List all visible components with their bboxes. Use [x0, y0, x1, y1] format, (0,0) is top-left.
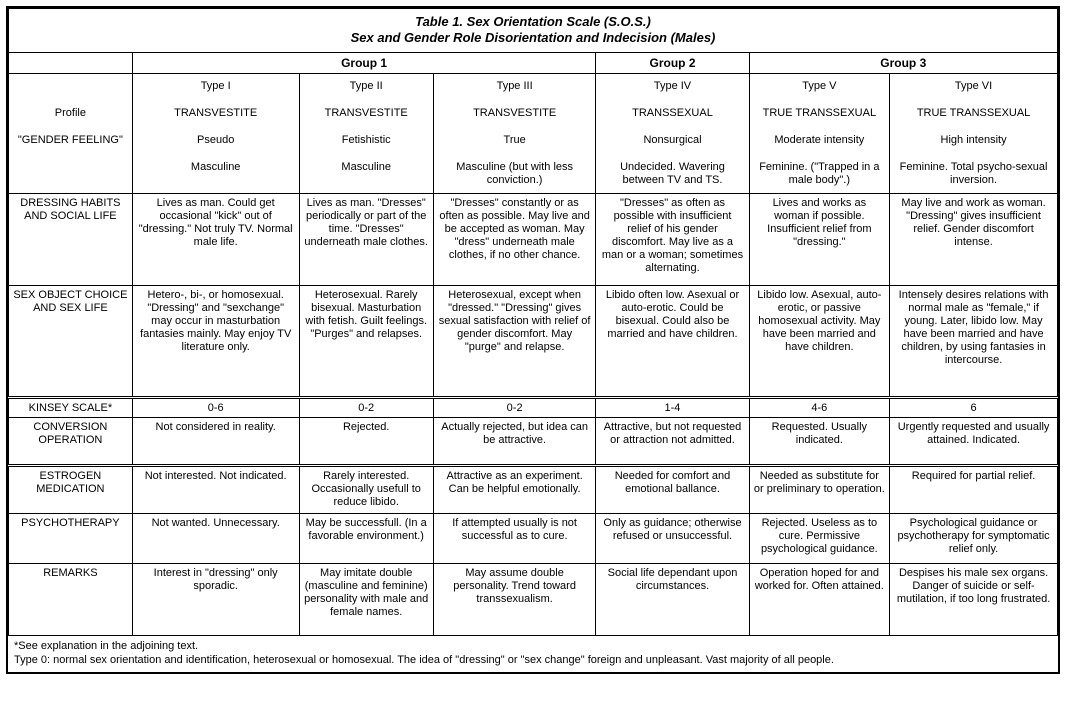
- table-cell: Not considered in reality.: [132, 418, 299, 466]
- table-cell: Urgently requested and usually attained. Indicated.: [890, 418, 1058, 466]
- type-subtype: Moderate intensity: [774, 134, 865, 146]
- table-row-sex-object-choice: [9, 286, 1058, 398]
- table-cell: 6: [890, 398, 1058, 418]
- type-feeling: Masculine (but with less conviction.): [456, 161, 574, 186]
- title-row: [9, 9, 1058, 53]
- type-subtype: Fetishistic: [341, 134, 391, 146]
- table-row-dressing-habits: [9, 194, 1058, 286]
- row-label: SEX OBJECT CHOICE AND SEX LIFE: [9, 286, 133, 398]
- table-title-line2: Sex and Gender Role Disorientation and Indecision (Males): [350, 30, 716, 45]
- type-name: Type I: [200, 80, 231, 92]
- table-cell: Operation hoped for and worked for. Often attained.: [749, 564, 890, 636]
- type-category: TRANSVESTITE: [324, 107, 408, 119]
- table-row-remarks: [9, 564, 1058, 636]
- type-subtype: Pseudo: [197, 134, 235, 146]
- footnote-type-0: Type 0: normal sex orientation and identification, heterosexual or homosexual. The idea of "dressing" or "sex change" foreign and unpleasant. Vast majority of all people.: [14, 654, 834, 666]
- table-cell: Not wanted. Unnecessary.: [132, 514, 299, 564]
- table-title-line1: Table 1. Sex Orientation Scale (S.O.S.): [415, 14, 651, 29]
- type-category: TRANSSEXUAL: [632, 107, 713, 119]
- table-cell: 1-4: [596, 398, 749, 418]
- type-category: TRANSVESTITE: [174, 107, 258, 119]
- table-cell: Intensely desires relations with normal male as "female," if young. Later, libido low. May have been married and have children, by using fantasies in intercourse.: [890, 286, 1058, 398]
- table-cell: Rejected.: [299, 418, 433, 466]
- spacer: [13, 80, 128, 107]
- table-cell: Social life dependant upon circumstances.: [596, 564, 749, 636]
- type-iv-header-cell: [596, 74, 749, 194]
- table-cell: Only as guidance; otherwise refused or unsuccessful.: [596, 514, 749, 564]
- sos-table: [8, 8, 1058, 636]
- table-cell: 0-2: [433, 398, 596, 418]
- group-3-header: Group 3: [749, 53, 1057, 74]
- table-cell: Despises his male sex organs. Danger of suicide or self-mutilation, if too long frustrated.: [890, 564, 1058, 636]
- type-iii-header-cell: [433, 74, 596, 194]
- table-cell: 0-2: [299, 398, 433, 418]
- type-v-header-cell: [749, 74, 890, 194]
- row-label: ESTROGEN MEDICATION: [9, 466, 133, 514]
- row-label: PSYCHOTHERAPY: [9, 514, 133, 564]
- table-cell: Heterosexual. Rarely bisexual. Masturbation with fetish. Guilt feelings. "Purges" and relapses.: [299, 286, 433, 398]
- table-cell: Psychological guidance or psychotherapy for symptomatic relief only.: [890, 514, 1058, 564]
- table-cell: Lives and works as woman if possible. Insufficient relief from "dressing.": [749, 194, 890, 286]
- table-cell: If attempted usually is not successful as to cure.: [433, 514, 596, 564]
- group-header-empty-cell: [9, 53, 133, 74]
- group-2-header: Group 2: [596, 53, 749, 74]
- table-cell: Needed for comfort and emotional ballance.: [596, 466, 749, 514]
- table-cell: Needed as substitute for or preliminary to operation.: [749, 466, 890, 514]
- table-row-conversion-operation: [9, 418, 1058, 466]
- table-cell: Lives as man. "Dresses" periodically or part of the time. "Dresses" underneath male clothes.: [299, 194, 433, 286]
- table-cell: May be successfull. (In a favorable environment.): [299, 514, 433, 564]
- type-feeling: Feminine. Total psycho-sexual inversion.: [899, 161, 1048, 186]
- table-cell: Attractive as an experiment. Can be helpful emotionally.: [433, 466, 596, 514]
- table-cell: Interest in "dressing" only sporadic.: [132, 564, 299, 636]
- table-cell: Rejected. Useless as to cure. Permissive psychological guidance.: [749, 514, 890, 564]
- type-name: Type III: [496, 80, 533, 92]
- type-ii-header-cell: [299, 74, 433, 194]
- table-cell: Attractive, but not requested or attraction not admitted.: [596, 418, 749, 466]
- table-cell: 0-6: [132, 398, 299, 418]
- type-name: Type V: [802, 80, 837, 92]
- table-row-estrogen-medication: [9, 466, 1058, 514]
- table-cell: Hetero-, bi-, or homosexual. "Dressing" and "sexchange" may occur in masturbation fantasies mainly. May enjoy TV literature only.: [132, 286, 299, 398]
- profile-header-row: [9, 74, 1058, 194]
- table-title: [9, 9, 1058, 53]
- group-1-header: Group 1: [132, 53, 596, 74]
- footnotes: [8, 636, 1058, 672]
- type-vi-header-cell: [890, 74, 1058, 194]
- type-name: Type VI: [954, 80, 993, 92]
- table-cell: 4-6: [749, 398, 890, 418]
- row-label: CONVERSION OPERATION: [9, 418, 133, 466]
- type-feeling: Masculine: [341, 161, 391, 173]
- profile-label-line2: "GENDER FEELING": [17, 134, 123, 146]
- table-cell: May assume double personality. Trend toward transsexualism.: [433, 564, 596, 636]
- table-cell: "Dresses" constantly or as often as possible. May live and be accepted as woman. May "dress" underneath male clothes, if no other chance.: [433, 194, 596, 286]
- type-feeling: Masculine: [190, 161, 241, 173]
- type-feeling: Undecided. Wavering between TV and TS.: [620, 161, 725, 186]
- footnote-asterisk: *See explanation in the adjoining text.: [14, 640, 199, 652]
- profile-label-line1: Profile: [54, 107, 86, 119]
- type-subtype: High intensity: [940, 134, 1007, 146]
- profile-row-label: [9, 74, 133, 194]
- type-category: TRUE TRANSSEXUAL: [762, 107, 877, 119]
- row-label: REMARKS: [9, 564, 133, 636]
- type-name: Type IV: [653, 80, 692, 92]
- type-category: TRUE TRANSSEXUAL: [916, 107, 1031, 119]
- table-cell: Heterosexual, except when "dressed." "Dressing" gives sexual satisfaction with relief of gender discomfort. May "purge" and relapse.: [433, 286, 596, 398]
- table-row-kinsey-scale: [9, 398, 1058, 418]
- type-subtype: True: [503, 134, 526, 146]
- group-header-row: [9, 53, 1058, 74]
- table-cell: Rarely interested. Occasionally usefull to reduce libido.: [299, 466, 433, 514]
- table-cell: Requested. Usually indicated.: [749, 418, 890, 466]
- table-cell: Lives as man. Could get occasional "kick" out of "dressing." Not truly TV. Normal male life.: [132, 194, 299, 286]
- table-cell: May imitate double (masculine and feminine) personality with male and female names.: [299, 564, 433, 636]
- type-subtype: Nonsurgical: [643, 134, 702, 146]
- type-name: Type II: [349, 80, 383, 92]
- row-label: KINSEY SCALE*: [9, 398, 133, 418]
- table-cell: Required for partial relief.: [890, 466, 1058, 514]
- type-feeling: Feminine. ("Trapped in a male body".): [759, 161, 880, 186]
- type-i-header-cell: [132, 74, 299, 194]
- table-cell: May live and work as woman. "Dressing" gives insufficient relief. Gender discomfort intense.: [890, 194, 1058, 286]
- table-cell: Actually rejected, but idea can be attractive.: [433, 418, 596, 466]
- table-cell: "Dresses" as often as possible with insufficient relief of his gender discomfort. May live as a man or a woman; sometimes alternating.: [596, 194, 749, 286]
- row-label: DRESSING HABITS AND SOCIAL LIFE: [9, 194, 133, 286]
- table-frame: [6, 6, 1060, 674]
- table-cell: Not interested. Not indicated.: [132, 466, 299, 514]
- type-category: TRANSVESTITE: [473, 107, 557, 119]
- table-cell: Libido low. Asexual, auto-erotic, or passive homosexual activity. May have been married and have children.: [749, 286, 890, 398]
- table-cell: Libido often low. Asexual or auto-erotic. Could be bisexual. Could also be married and have children.: [596, 286, 749, 398]
- table-row-psychotherapy: [9, 514, 1058, 564]
